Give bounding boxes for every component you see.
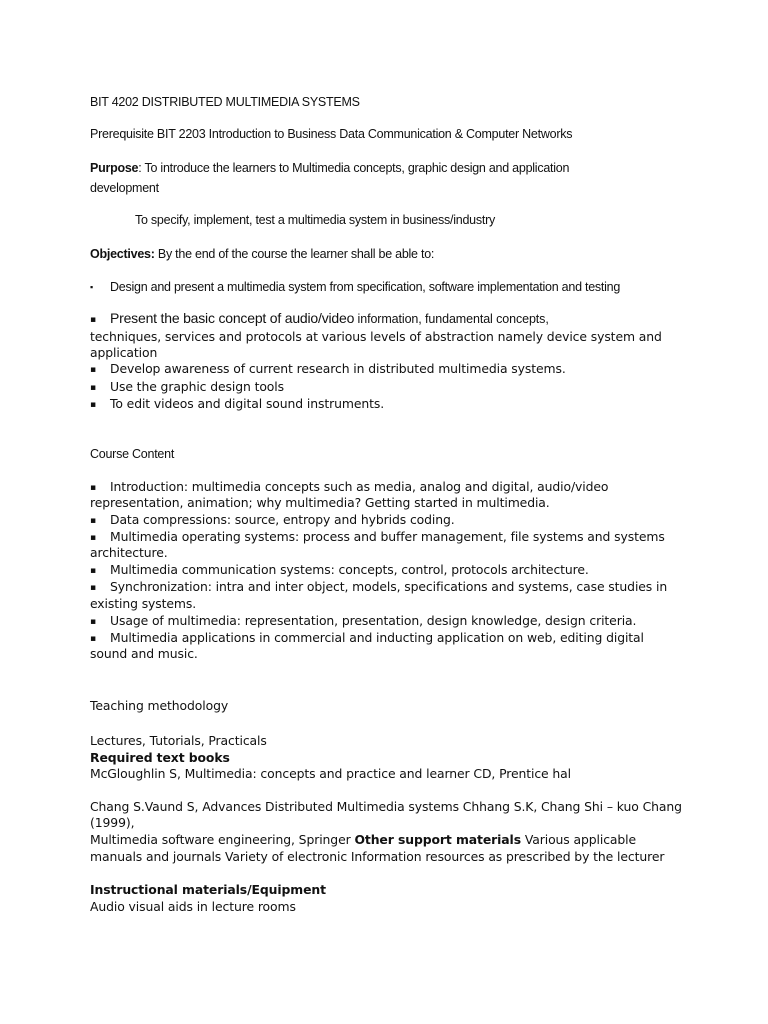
- textbook-1: McGloughlin S, Multimedia: concepts and practice and learner CD, Prentice hal: [90, 766, 571, 781]
- content-text: Usage of multimedia: representation, presentation, design knowledge, design criteria.: [110, 613, 637, 628]
- teaching-text: Lectures, Tutorials, Practicals: [90, 733, 267, 748]
- objective-item-1: [90, 279, 620, 295]
- course-content-heading: Course Content: [90, 447, 175, 461]
- content-text: Introduction: multimedia concepts such as media, analog and digital, audio/video: [110, 479, 609, 494]
- objectives-label: Objectives:: [90, 247, 155, 261]
- objective-item-2: [90, 310, 549, 329]
- bullet-icon: ▪: [90, 516, 96, 526]
- instructional-text: Audio visual aids in lecture rooms: [90, 899, 296, 914]
- purpose-sub: To specify, implement, test a multimedia system in business/industry: [135, 213, 495, 227]
- objectives-heading-line: [90, 246, 434, 262]
- other-support-text: Various applicable: [520, 832, 637, 847]
- textbooks-heading: Required text books: [90, 750, 230, 765]
- textbook-3: Multimedia software engineering, Springer: [90, 832, 355, 847]
- content-item-3: [90, 528, 665, 547]
- bullet-icon: ▪: [90, 282, 93, 292]
- other-support-label: Other support materials: [354, 832, 521, 847]
- objective-text: Develop awareness of current research in distributed multimedia systems.: [110, 361, 566, 376]
- purpose-line-2: development: [90, 181, 159, 195]
- bullet-icon: ▪: [90, 566, 96, 576]
- content-text: Synchronization: intra and inter object, models, specifications and systems, case studies in: [110, 579, 668, 594]
- purpose-label: Purpose: [90, 161, 139, 175]
- objective-text-large: Present the basic concept of audio/video: [110, 310, 355, 326]
- content-text: Multimedia operating systems: process and buffer management, file systems and systems: [110, 529, 665, 544]
- textbook-2-line-2: (1999),: [90, 815, 135, 830]
- bullet-icon: ▪: [90, 583, 96, 593]
- bullet-icon: ▪: [90, 634, 96, 644]
- content-item-1-line-2: representation, animation; why multimedia? Getting started in multimedia.: [90, 495, 550, 510]
- objectives-intro: By the end of the course the learner shall be able to:: [154, 247, 435, 261]
- course-title: BIT 4202 DISTRIBUTED MULTIMEDIA SYSTEMS: [90, 95, 360, 109]
- content-item-5-line-2: existing systems.: [90, 596, 197, 611]
- textbook-3-line: [90, 831, 636, 848]
- objective-text: To edit videos and digital sound instruments.: [110, 396, 385, 411]
- other-support-line-2: manuals and journals Variety of electronic Information resources as prescribed by the lecturer: [90, 849, 665, 864]
- purpose-line-1: [90, 160, 569, 176]
- objective-item-2-line-3: application: [90, 345, 158, 360]
- instructional-heading: Instructional materials/Equipment: [90, 882, 326, 897]
- bullet-icon: ▪: [90, 533, 96, 543]
- content-text: Multimedia applications in commercial and inducting application on web, editing digital: [110, 630, 644, 645]
- objective-text: Use the graphic design tools: [110, 379, 284, 394]
- objective-text: Design and present a multimedia system from specification, software implementation and testing: [110, 280, 621, 294]
- content-text: Multimedia communication systems: concepts, control, protocols architecture.: [110, 562, 589, 577]
- objective-text: information, fundamental concepts,: [354, 312, 549, 326]
- textbook-2-line-1: Chang S.Vaund S, Advances Distributed Multimedia systems Chhang S.K, Chang Shi – kuo Chang: [90, 799, 682, 814]
- bullet-icon: ▪: [90, 483, 96, 493]
- objective-item-2-line-2: techniques, services and protocols at various levels of abstraction namely device system and: [90, 329, 662, 344]
- content-text: Data compressions: source, entropy and hybrids coding.: [110, 512, 455, 527]
- bullet-icon: ▪: [90, 365, 96, 375]
- bullet-icon: ▪: [90, 617, 96, 627]
- purpose-text: : To introduce the learners to Multimedia concepts, graphic design and application: [138, 161, 570, 175]
- objective-item-3: [90, 360, 566, 379]
- bullet-icon: ▪: [90, 383, 96, 393]
- content-item-7-line-2: sound and music.: [90, 646, 198, 661]
- objective-item-5: [90, 395, 384, 414]
- teaching-heading: Teaching methodology: [90, 698, 229, 713]
- bullet-icon: ▪: [90, 315, 96, 325]
- prerequisite-line: Prerequisite BIT 2203 Introduction to Business Data Communication & Computer Networks: [90, 127, 573, 141]
- bullet-icon: ▪: [90, 400, 96, 410]
- content-item-3-line-2: architecture.: [90, 545, 168, 560]
